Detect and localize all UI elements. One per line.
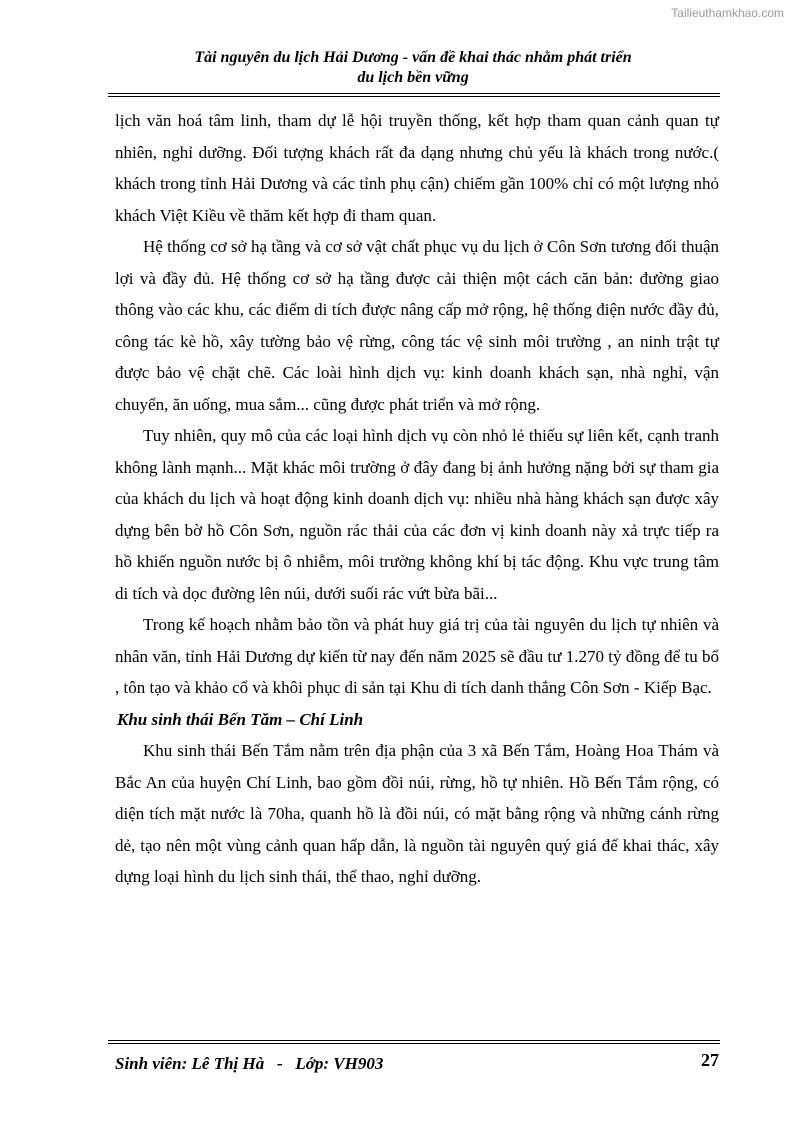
paragraph-5: Khu sinh thái Bến Tắm nằm trên địa phận của 3 xã Bến Tắm, Hoàng Hoa Thám và Bắc An của huyện Chí Linh, bao gồm đồi núi, rừng, hồ tự nhiên. Hồ Bến Tắm rộng, có diện tích mặt nước là 70ha, quanh hồ là đồi núi, có mặt bằng rộng và những cánh rừng dẻ, tạo nên một vùng cảnh quan hấp dẫn, là nguồn tài nguyên quý giá để khai thác, xây dựng loại hình du lịch sinh thái, thể thao, nghỉ dưỡng. [115, 741, 719, 886]
footer-rule-bottom [108, 1043, 720, 1044]
page-header [108, 48, 718, 88]
document-body [115, 105, 719, 893]
header-rule-top [108, 93, 720, 94]
header-rule-bottom [108, 96, 720, 97]
paragraph-3: Tuy nhiên, quy mô của các loại hình dịch vụ còn nhỏ lẻ thiếu sự liên kết, cạnh tranh không lành mạnh... Mặt khác môi trường ở đây đang bị ảnh hưởng nặng bởi sự tham gia của khách du lịch và hoạt động kinh doanh dịch vụ: nhiều nhà hàng khách sạn được xây dựng bên bờ hồ Côn Sơn, nguồn rác thải của các đơn vị kinh doanh này xả trực tiếp ra hồ khiến nguồn nước bị ô nhiễm, môi trường không khí bị tác động. Khu vực trung tâm di tích và dọc đường lên núi, dưới suối rác vứt bừa bãi... [115, 426, 719, 603]
paragraph-4: Trong kế hoạch nhằm bảo tồn và phát huy giá trị của tài nguyên du lịch tự nhiên và nhân văn, tỉnh Hải Dương dự kiến từ nay đến năm 2025 sẽ đầu tư 1.270 tỷ đồng để tu bổ , tôn tạo và khảo cổ và khôi phục di sản tại Khu di tích danh thắng Côn Sơn - Kiếp Bạc. [115, 615, 719, 697]
header-title-line-2: du lịch bền vững [357, 69, 469, 86]
paragraph-1: lịch văn hoá tâm linh, tham dự lễ hội truyền thống, kết hợp tham quan cảnh quan tự nhiên, nghỉ dưỡng. Đối tượng khách rất đa dạng nhưng chủ yếu là khách trong nước.( khách trong tỉnh Hải Dương và các tỉnh phụ cận) chiếm gần 100% chỉ có một lượng nhỏ khách Việt Kiều về thăm kết hợp đi tham quan. [115, 111, 719, 225]
page-footer [115, 1050, 719, 1078]
paragraph-2: Hệ thống cơ sở hạ tầng và cơ sở vật chất phục vụ du lịch ở Côn Sơn tương đối thuận lợi và đầy đủ. Hệ thống cơ sở hạ tầng được cải thiện một cách căn bản: đường giao thông vào các khu, các điểm di tích được nâng cấp mở rộng, hệ thống điện nước đầy đủ, công tác kè hồ, xây tường bảo vệ rừng, công tác vệ sinh môi trường , an ninh trật tự được bảo vệ chặt chẽ. Các loài hình dịch vụ: kinh doanh khách sạn, nhà nghỉ, vận chuyển, ăn uống, mua sắm... cũng được phát triển và mở rộng. [115, 237, 719, 414]
page-number: 27 [701, 1050, 719, 1070]
section-heading: Khu sinh thái Bến Tăm – Chí Linh [117, 709, 364, 729]
footer-rule-top [108, 1040, 720, 1041]
watermark: Tailieuthamkhao.com [671, 6, 784, 20]
header-title-line-1: Tài nguyên du lịch Hải Dương - vấn đề khai thác nhằm phát triển [194, 49, 632, 66]
footer-student-info: Sinh viên: Lê Thị Hà - Lớp: VH903 [115, 1054, 384, 1073]
